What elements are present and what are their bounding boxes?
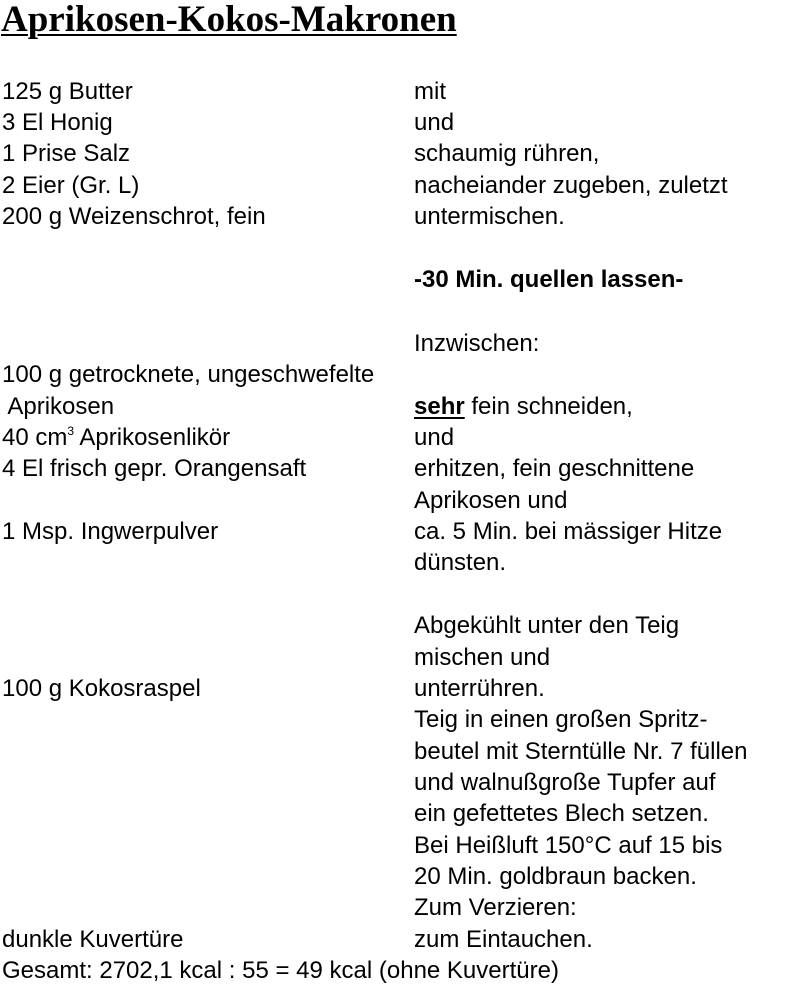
step-text: Teig in einen großen Spritz- — [414, 706, 708, 733]
ingredient-honig: 3 El Honig — [2, 109, 113, 136]
step-text: mischen und — [414, 644, 551, 671]
step-text: ein gefettetes Blech setzen. — [414, 800, 709, 827]
ingredient-likoer — [2, 424, 230, 455]
superscript-3: 3 — [67, 424, 75, 438]
step-text: unterrühren. — [414, 675, 545, 702]
step-text: mit — [414, 78, 446, 105]
step-text: zum Eintauchen. — [414, 926, 593, 953]
ingredient-kokosraspel: 100 g Kokosraspel — [2, 675, 201, 702]
ingredient-aprikosen-1: 100 g getrocknete, ungeschwefelte — [2, 361, 375, 388]
ingredient-weizenschrot: 200 g Weizenschrot, fein — [2, 203, 266, 230]
step-text: Abgekühlt unter den Teig — [414, 612, 680, 639]
calorie-summary: Gesamt: 2702,1 kcal : 55 = 49 kcal (ohne Kuvertüre) — [2, 957, 559, 984]
step-text: nacheiander zugeben, zuletzt — [414, 172, 728, 199]
ingredient-butter: 125 g Butter — [2, 78, 133, 105]
step-text: beutel mit Sterntülle Nr. 7 füllen — [414, 738, 748, 765]
ingredient-likoer-name: Aprikosenlikör — [74, 424, 231, 451]
ingredient-ingwer: 1 Msp. Ingwerpulver — [2, 518, 219, 545]
step-text: untermischen. — [414, 203, 565, 230]
step-text: und — [414, 109, 455, 136]
ingredient-kuvertuere: dunkle Kuvertüre — [2, 926, 184, 953]
ingredient-eier: 2 Eier (Gr. L) — [2, 172, 140, 199]
ingredient-orangensaft: 4 El frisch gepr. Orangensaft — [2, 455, 307, 482]
ingredient-likoer-amount: 40 cm — [2, 424, 68, 451]
step-rest-note: -30 Min. quellen lassen- — [414, 266, 684, 293]
emphasis-sehr: sehr — [414, 393, 465, 420]
step-text: Aprikosen und — [414, 487, 568, 514]
recipe-title: Aprikosen-Kokos-Makronen — [1, 0, 457, 40]
step-text: ca. 5 Min. bei mässiger Hitze — [414, 518, 723, 545]
step-text: Zum Verzieren: — [414, 894, 577, 921]
ingredient-aprikosen-2: Aprikosen — [2, 393, 115, 420]
step-text: Inzwischen: — [414, 330, 540, 357]
step-text: fein schneiden, — [464, 393, 633, 420]
step-text: schaumig rühren, — [414, 140, 600, 167]
step-text: erhitzen, fein geschnittene — [414, 455, 695, 482]
step-text: Bei Heißluft 150°C auf 15 bis — [414, 832, 723, 859]
step-text: und walnußgroße Tupfer auf — [414, 769, 716, 796]
ingredient-salz: 1 Prise Salz — [2, 140, 131, 167]
step-text: und — [414, 424, 455, 451]
step-schneiden — [414, 393, 633, 421]
step-text: 20 Min. goldbraun backen. — [414, 863, 697, 890]
step-text: dünsten. — [414, 549, 507, 576]
